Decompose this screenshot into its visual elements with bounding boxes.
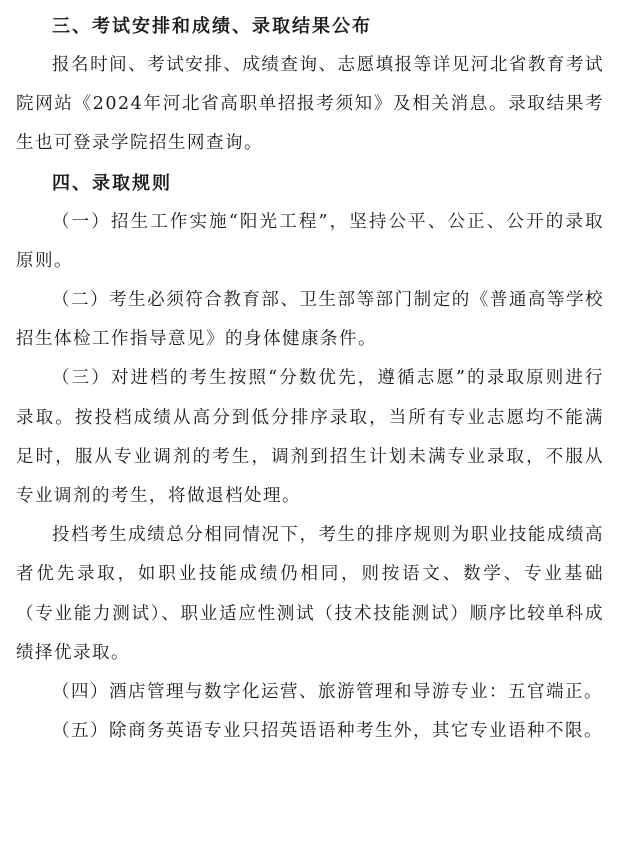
paragraph-rule-1: （一）招生工作实施“阳光工程”，坚持公平、公正、公开的录取原则。	[16, 211, 604, 271]
paragraph-rule-2: （二）考生必须符合教育部、卫生部等部门制定的《普通高等学校招生体检工作指导意见》的身体健康条件。	[16, 290, 604, 350]
paragraph-exam-info: 报名时间、考试安排、成绩查询、志愿填报等详见河北省教育考试院网站《2024年河北省高职单招报考须知》及相关消息。录取结果考生也可登录学院招生网查询。	[16, 55, 604, 154]
section-heading-exam-results: 三、考试安排和成绩、录取结果公布	[52, 16, 372, 37]
paragraph-rule-4: （四）酒店管理与数字化运营、旅游管理和导游专业：五官端正。	[52, 682, 603, 703]
paragraph-rule-3-tiebreak: 投档考生成绩总分相同情况下，考生的排序规则为职业技能成绩高者优先录取，如职业技能成绩仍相同，则按语文、数学、专业基础（专业能力测试）、职业适应性测试（技术技能测试）顺序比较单科成绩择优录取。	[16, 525, 604, 663]
paragraph-rule-5: （五）除商务英语专业只招英语语种考生外，其它专业语种不限。	[52, 721, 603, 742]
document-body	[16, 8, 604, 751]
section-heading-admission-rules: 四、录取规则	[52, 172, 172, 194]
paragraph-rule-3: （三）对进档的考生按照“分数优先，遵循志愿”的录取原则进行录取。按投档成绩从高分到低分排序录取，当所有专业志愿均不能满足时，服从专业调剂的考生，调剂到招生计划未满专业录取，不服从专业调剂的考生，将做退档处理。	[16, 368, 604, 507]
